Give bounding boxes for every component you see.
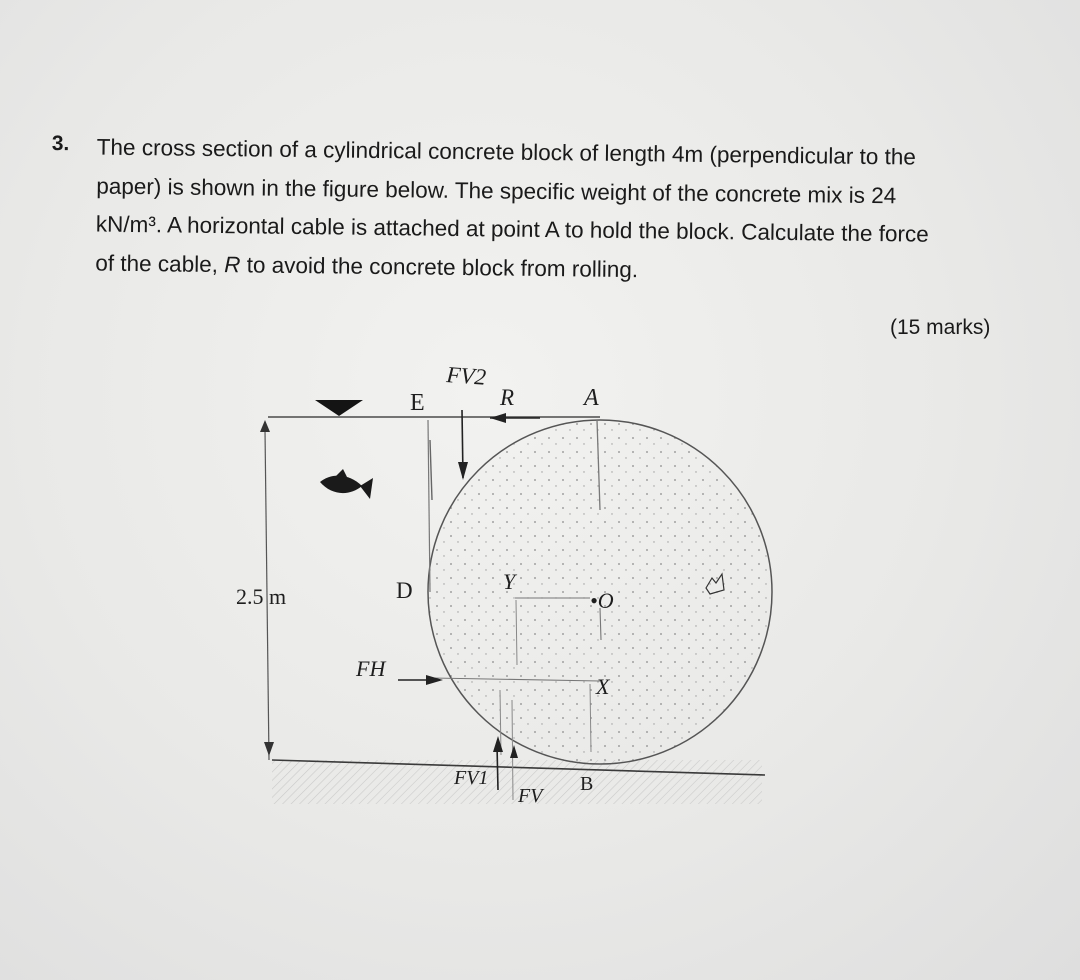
label-Y: Y: [503, 569, 516, 594]
question-line-4-pre: of the cable,: [95, 250, 225, 277]
water-level-icon: [315, 400, 363, 416]
question-line-4-post: to avoid the concrete block from rolling.: [240, 251, 639, 282]
label-D: D: [396, 578, 413, 603]
label-O: •O: [590, 588, 614, 613]
question-line-3: kN/m³. A horizontal cable is attached at point A to hold the block. Calculate the force: [95, 211, 929, 247]
label-FH: FH: [356, 656, 386, 681]
label-B: B: [580, 773, 594, 795]
question-line-1: The cross section of a cylindrical concrete block of length 4m (perpendicular to the: [96, 134, 917, 170]
Fv2-arrowhead-icon: [458, 462, 468, 480]
label-Fv: FV: [518, 785, 543, 807]
label-E: E: [410, 390, 425, 416]
FH-arrowhead-icon: [426, 675, 443, 685]
question-line-2: paper) is shown in the figure below. The specific weight of the concrete mix is 24: [96, 173, 897, 208]
depth-arrow-bottom-icon: [264, 742, 274, 756]
depth-arrow-top-icon: [260, 420, 270, 432]
cable-force-variable: R: [224, 251, 241, 277]
E-dimension-line: [430, 440, 432, 500]
R-arrowhead-icon: [490, 413, 506, 423]
fish-icon: [320, 469, 373, 499]
Fv-arrowhead-icon: [510, 745, 518, 758]
question-number: 3.: [51, 131, 70, 156]
label-Fv1: FV1: [454, 767, 489, 789]
Fv1-arrowhead-icon: [493, 736, 503, 752]
label-Fv2: FV2: [445, 362, 487, 390]
depth-label: 2.5 m: [236, 584, 287, 609]
label-R: R: [500, 385, 515, 410]
ground-hatch: [272, 760, 762, 804]
label-A: A: [584, 385, 599, 411]
marks-label: (15 marks): [890, 316, 991, 339]
label-X: X: [596, 674, 610, 699]
